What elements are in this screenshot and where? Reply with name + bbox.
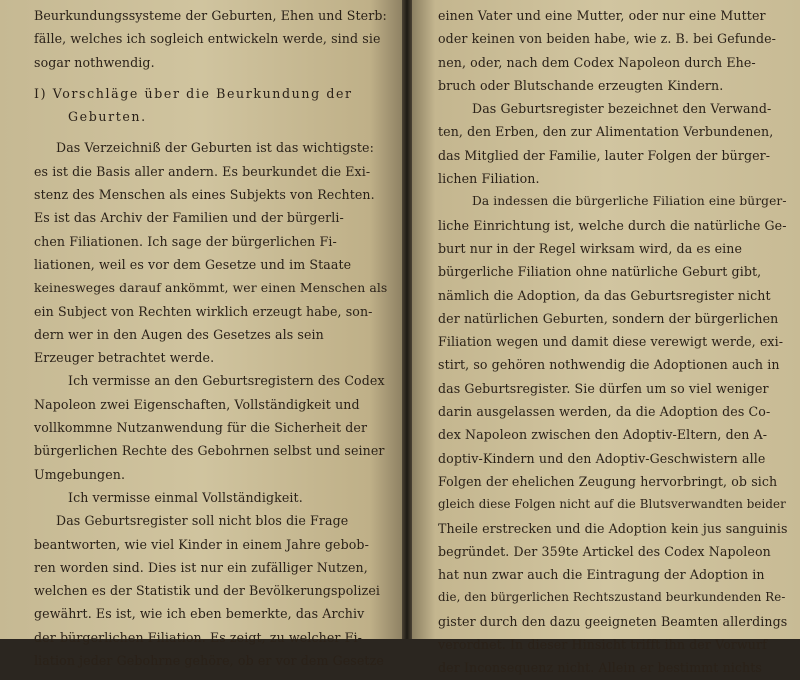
text-line: begründet. Der 359te Artickel des Codex Napoleon — [438, 543, 771, 559]
text-line: fälle, welches ich sogleich entwickeln werde, sind sie — [34, 31, 381, 47]
text-line: nämlich die Adoption, da das Geburtsregister nicht — [438, 287, 771, 303]
left-body-text — [34, 136, 388, 672]
text-line: Das Geburtsregister bezeichnet den Verwand- — [472, 101, 772, 117]
text-line: beantworten, wie viel Kinder in einem Jahre gebob- — [34, 536, 369, 552]
text-line: Das Geburtsregister soll nicht blos die Frage — [56, 513, 349, 529]
text-line: dern wer in den Augen des Gesetzes als sein — [34, 326, 324, 342]
text-line: ein Subject von Rechten wirklich erzeugt habe, son- — [34, 303, 373, 319]
text-line: ren worden sind. Dies ist nur ein zufälliger Nutzen, — [34, 559, 368, 575]
text-line: nen, oder, nach dem Codex Napoleon durch Ehe- — [438, 54, 756, 70]
spacer — [34, 128, 388, 136]
text-line: das Mitglied der Familie, lauter Folgen der bürger- — [438, 147, 771, 163]
text-line: Theile erstrecken und die Adoption kein jus sanguinis — [438, 520, 788, 536]
text-line: dex Napoleon zwischen den Adoptiv-Eltern, den A- — [438, 427, 768, 443]
text-line: gewährt. Es ist, wie ich eben bemerkte, das Archiv — [34, 606, 365, 622]
text-line: bruch oder Blutschande erzeugten Kindern. — [438, 77, 724, 93]
text-line: stenz des Menschen als eines Subjekts von Rechten. — [34, 187, 375, 203]
heading-line: I) Vorschläge über die Beurkundung der — [34, 85, 353, 101]
text-line: Da indessen die bürgerliche Filiation eine bürger- — [472, 194, 787, 209]
text-line: darin ausgelassen werden, da die Adoption des Co- — [438, 404, 771, 420]
text-line: Das Verzeichniß der Geburten ist das wichtigste: — [56, 140, 374, 156]
text-line: chen Filiationen. Ich sage der bürgerlichen Fi- — [34, 233, 337, 249]
text-line: einen Vater und eine Mutter, oder nur eine Mutter — [438, 8, 766, 23]
text-line: Ich vermisse an den Geburtsregistern des Codex — [68, 373, 385, 389]
left-top-paragraph — [34, 4, 388, 74]
text-line: welchen es der Statistik und der Bevölkerungspolizei — [34, 583, 381, 599]
text-line: Ich vermisse einmal Vollständigkeit. — [68, 489, 303, 505]
section-heading — [34, 82, 388, 129]
text-line: der Inconsequenz nicht. Allein er bestimmt nichts — [438, 660, 762, 676]
book-gutter — [402, 0, 412, 639]
text-line: es ist die Basis aller andern. Es beurkundet die Exi- — [34, 163, 371, 179]
text-line: die, den bürgerlichen Rechtszustand beurkundenden Re- — [438, 590, 786, 605]
text-line: gleich diese Folgen nicht auf die Blutsverwandten beider — [438, 497, 786, 512]
right-body-text — [438, 4, 790, 680]
text-line: der bürgerlichen Filiation. Es zeigt, zu welcher Fi- — [34, 629, 362, 645]
right-page — [412, 0, 800, 676]
text-line: sogar nothwendig. — [34, 54, 155, 70]
text-line: vollkommne Nutzanwendung für die Sicherheit der — [34, 420, 368, 436]
text-line: Filiation wegen und damit diese verewigt werde, exi- — [438, 334, 784, 350]
text-line: Folgen der ehelichen Zeugung hervorbringt, ob sich — [438, 473, 778, 489]
text-line: liche Einrichtung ist, welche durch die natürliche Ge- — [438, 217, 787, 233]
text-line: hat nun zwar auch die Eintragung der Adoption in — [438, 567, 765, 583]
text-line: oder keinen von beiden habe, wie z. B. bei Gefunde- — [438, 31, 777, 47]
text-line: lichen Filiation. — [438, 171, 540, 187]
text-line: Es ist das Archiv der Familien und der bürgerli- — [34, 210, 344, 226]
text-line: bürgerliche Filiation ohne natürliche Geburt gibt, — [438, 264, 762, 280]
text-line: verordnet. In dieser Hinsicht trifft ihn der Vorwurf — [438, 637, 767, 653]
text-line: der natürlichen Geburten, sondern der bürgerlichen — [438, 310, 779, 326]
spacer — [34, 74, 388, 82]
text-line: liation jeder Gebohrne gehöre, ob er vor dem Gesetze — [34, 653, 384, 669]
text-line: Umgebungen. — [34, 466, 126, 482]
text-line: stirt, so gehören nothwendig die Adoptionen auch in — [438, 357, 780, 373]
text-line: das Geburtsregister. Sie dürfen um so viel weniger — [438, 380, 769, 396]
text-line: Beurkundungssysteme der Geburten, Ehen und Sterb: — [34, 8, 387, 23]
text-line: burt nur in der Regel wirksam wird, da es eine — [438, 240, 743, 256]
text-line: liationen, weil es vor dem Gesetze und im Staate — [34, 256, 352, 272]
heading-line: Geburten. — [68, 109, 147, 125]
text-line: ten, den Erben, den zur Alimentation Verbundenen, — [438, 124, 774, 140]
text-line: bürgerlichen Rechte des Gebohrnen selbst und seiner — [34, 443, 385, 459]
text-line: keinesweges darauf ankömmt, wer einen Menschen als — [34, 280, 388, 296]
text-line: doptiv-Kindern und den Adoptiv-Geschwistern alle — [438, 450, 766, 466]
left-page — [0, 0, 402, 669]
text-line: Napoleon zwei Eigenschaften, Vollständigkeit und — [34, 396, 360, 412]
text-line: gister durch den dazu geeigneten Beamten allerdings — [438, 613, 788, 629]
text-line: Erzeuger betrachtet werde. — [34, 350, 215, 366]
